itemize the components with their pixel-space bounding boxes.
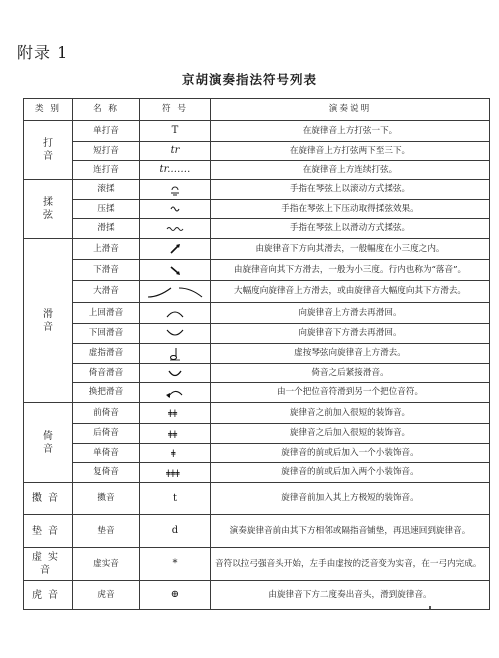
table-row xyxy=(24,403,490,424)
technique-name: 后倚音 xyxy=(73,424,140,444)
technique-description: 旋律音的前或后加入两个小装饰音。 xyxy=(211,463,490,483)
column-header-description: 演奏说明 xyxy=(211,99,490,121)
technique-name: 单倚音 xyxy=(73,444,140,463)
grace-slide-icon xyxy=(166,368,184,378)
symbol-cell xyxy=(140,515,211,548)
print-speck xyxy=(429,606,431,609)
technique-name: 上滑音 xyxy=(73,239,140,260)
press-vibrato-icon xyxy=(168,203,182,215)
technique-name: 下回滑音 xyxy=(73,324,140,344)
technique-description: 向旋律音上方滑去再滑回。 xyxy=(211,303,490,324)
table-row xyxy=(24,424,490,444)
technique-description: 手指在琴弦上以滑动方式揉弦。 xyxy=(211,219,490,239)
technique-name: 短打音 xyxy=(73,142,140,161)
technique-description: 演奏旋律音前由其下方相邻或隔指音铺垫，再迅速回到旋律音。 xyxy=(211,515,490,548)
technique-description: 由旋律音下方二度奏出音头，滑到旋律音。 xyxy=(211,581,490,610)
technique-name: 垫音 xyxy=(73,515,140,548)
symbol-glyph: d xyxy=(171,525,179,536)
svg-text:ǂ: ǂ xyxy=(171,449,176,460)
large-slide-icon xyxy=(145,285,205,299)
technique-name: 下滑音 xyxy=(73,260,140,281)
category-label: 滑音 xyxy=(43,308,53,333)
technique-name: 换把滑音 xyxy=(73,383,140,403)
technique-name: 连打音 xyxy=(73,161,140,180)
category-label: 垫音 xyxy=(32,525,64,537)
technique-description: 大幅度向旋律音上方滑去，或由旋律音大幅度向其下方滑去。 xyxy=(211,281,490,303)
technique-name: 虚指滑音 xyxy=(73,344,140,364)
technique-name: 虎音 xyxy=(73,581,140,610)
technique-name: 滑揉 xyxy=(73,219,140,239)
technique-name: 压揉 xyxy=(73,200,140,219)
table-row xyxy=(24,161,490,180)
table-row xyxy=(24,303,490,324)
table-row xyxy=(24,180,490,200)
svg-text:ǂǂ: ǂǂ xyxy=(168,409,178,420)
symbol-cell xyxy=(140,260,211,281)
table-row xyxy=(24,239,490,260)
technique-description: 音符以拉弓强音头开始，左手由虚按的泛音变为实音，在一弓内完成。 xyxy=(211,548,490,581)
technique-name: 前倚音 xyxy=(73,403,140,424)
category-cell xyxy=(24,581,73,610)
roll-vibrato-icon xyxy=(168,184,182,196)
symbol-cell xyxy=(140,581,211,610)
table-title: 京胡演奏指法符号列表 xyxy=(181,72,317,87)
technique-description: 在旋律音上方打弦两下至三下。 xyxy=(211,142,490,161)
symbol-cell xyxy=(140,200,211,219)
svg-text:ǂǂǂ: ǂǂǂ xyxy=(166,468,180,480)
symbol-cell xyxy=(140,344,211,364)
table-header-row xyxy=(24,99,490,121)
symbol-cell xyxy=(140,161,211,180)
category-cell xyxy=(24,515,73,548)
category-label: 擞音 xyxy=(32,493,64,504)
symbol-glyph: T xyxy=(171,125,179,136)
technique-description: 手指在琴弦上以滚动方式揉弦。 xyxy=(211,180,490,200)
symbol-cell xyxy=(140,281,211,303)
upper-return-slide-icon xyxy=(165,307,185,319)
shift-slide-icon xyxy=(165,387,185,399)
lower-return-slide-icon xyxy=(165,328,185,340)
technique-name: 大滑音 xyxy=(73,281,140,303)
technique-description: 旋律音前加入其上方极短的装饰音。 xyxy=(211,483,490,515)
downward-slide-icon xyxy=(168,264,182,276)
category-cell xyxy=(24,483,73,515)
double-grace-icon xyxy=(165,466,185,480)
category-cell xyxy=(24,121,73,180)
upward-slide-icon xyxy=(168,243,182,255)
table-row xyxy=(24,548,490,581)
slide-vibrato-icon xyxy=(166,224,184,234)
symbol-cell xyxy=(140,403,211,424)
table-row xyxy=(24,324,490,344)
table-row xyxy=(24,219,490,239)
ghost-finger-slide-icon xyxy=(168,347,182,361)
technique-description: 虚按琴弦向旋律音上方滑去。 xyxy=(211,344,490,364)
symbol-cell xyxy=(140,142,211,161)
table-row xyxy=(24,260,490,281)
category-cell xyxy=(24,180,73,239)
category-cell xyxy=(24,239,73,403)
table-row xyxy=(24,444,490,463)
symbol-cell xyxy=(140,383,211,403)
symbol-cell xyxy=(140,483,211,515)
column-header-symbol: 符 号 xyxy=(140,99,211,121)
symbol-cell xyxy=(140,463,211,483)
front-grace-icon xyxy=(167,406,183,420)
symbol-cell xyxy=(140,121,211,142)
symbol-cell xyxy=(140,239,211,260)
symbol-glyph: * xyxy=(172,558,178,569)
symbol-cell xyxy=(140,303,211,324)
symbol-cell xyxy=(140,364,211,383)
symbol-glyph: t xyxy=(172,492,178,504)
technique-description: 旋律音之前加入很短的装饰音。 xyxy=(211,403,490,424)
category-cell xyxy=(24,548,73,581)
technique-name: 上回滑音 xyxy=(73,303,140,324)
category-label: 虎音 xyxy=(32,589,64,601)
column-header-name: 名 称 xyxy=(73,99,140,121)
table-row xyxy=(24,515,490,548)
symbol-glyph: ⊕ xyxy=(170,589,180,600)
single-grace-icon xyxy=(169,446,181,460)
table-row xyxy=(24,364,490,383)
technique-name: 倚音滑音 xyxy=(73,364,140,383)
symbol-cell xyxy=(140,424,211,444)
technique-description: 手指在琴弦上下压动取得揉弦效果。 xyxy=(211,200,490,219)
table-row xyxy=(24,344,490,364)
table-row xyxy=(24,463,490,483)
symbol-glyph: tr.…… xyxy=(159,164,191,175)
technique-description: 在旋律音上方打弦一下。 xyxy=(211,121,490,142)
category-label: 揉弦 xyxy=(43,197,53,221)
symbol-cell xyxy=(140,548,211,581)
technique-description: 旋律音的前或后加入一个小装饰音。 xyxy=(211,444,490,463)
table-row xyxy=(24,200,490,219)
category-label: 倚音 xyxy=(43,430,53,455)
technique-description: 向旋律音下方滑去再滑回。 xyxy=(211,324,490,344)
symbol-cell xyxy=(140,444,211,463)
fingering-symbol-table xyxy=(23,98,490,610)
back-grace-icon xyxy=(167,427,183,441)
symbol-cell xyxy=(140,180,211,200)
table-row xyxy=(24,581,490,610)
technique-name: 滚揉 xyxy=(73,180,140,200)
category-cell xyxy=(24,403,73,483)
technique-description: 旋律音之后加入很短的装饰音。 xyxy=(211,424,490,444)
table-row xyxy=(24,483,490,515)
symbol-cell xyxy=(140,324,211,344)
category-label: 打音 xyxy=(43,138,53,162)
column-header-category: 类 别 xyxy=(24,99,73,121)
table-row xyxy=(24,121,490,142)
symbol-glyph: tr xyxy=(170,145,180,156)
svg-text:ǂǂ: ǂǂ xyxy=(168,429,178,441)
symbol-cell xyxy=(140,219,211,239)
technique-description: 由一个把位音符滑到另一个把位音符。 xyxy=(211,383,490,403)
category-label: 虚实音 xyxy=(32,552,64,576)
technique-description: 由旋律音向其下方滑去，一般为小三度。行内也称为“落音”。 xyxy=(211,260,490,281)
technique-description: 在旋律音上方连续打弦。 xyxy=(211,161,490,180)
appendix-heading: 附录 1 xyxy=(17,43,69,62)
technique-name: 虚实音 xyxy=(73,548,140,581)
technique-description: 倚音之后紧接滑音。 xyxy=(211,364,490,383)
technique-name: 复倚音 xyxy=(73,463,140,483)
table-row xyxy=(24,383,490,403)
technique-description: 由旋律音下方向其滑去，一般幅度在小三度之内。 xyxy=(211,239,490,260)
table-row xyxy=(24,281,490,303)
technique-name: 单打音 xyxy=(73,121,140,142)
technique-name: 擞音 xyxy=(73,483,140,515)
table-row xyxy=(24,142,490,161)
